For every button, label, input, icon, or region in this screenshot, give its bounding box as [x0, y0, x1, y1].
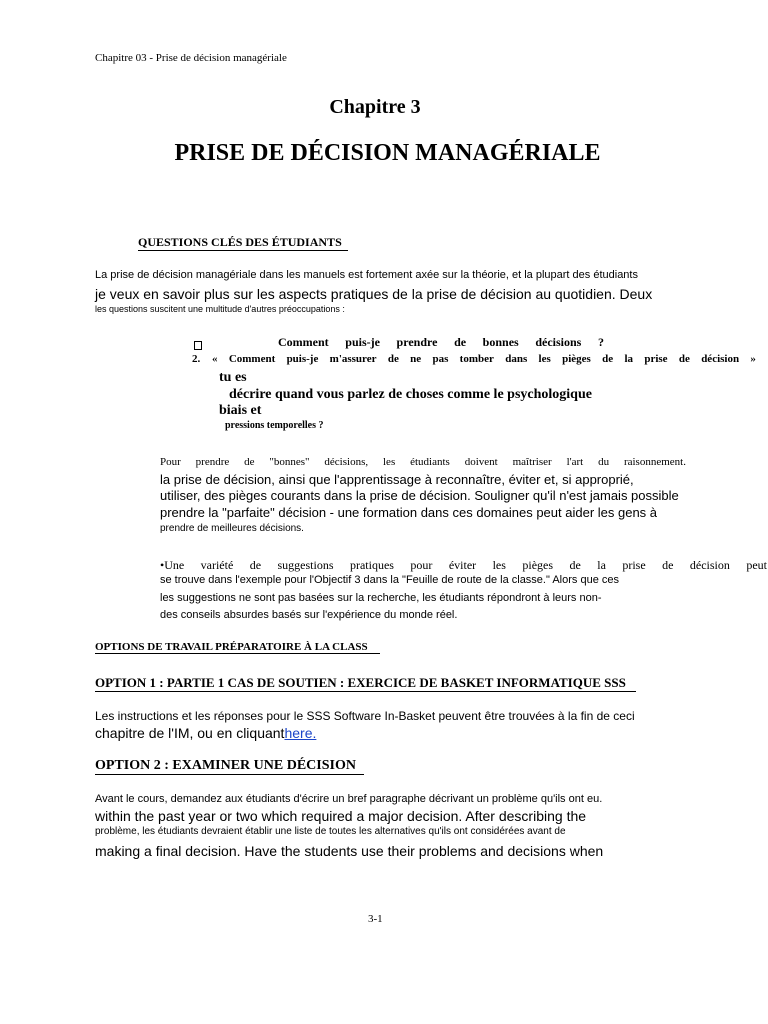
q2-word: »	[750, 353, 756, 365]
reasoning-word: étudiants	[410, 456, 450, 468]
option-2-title: OPTION 2 : EXAMINER UNE DÉCISION	[95, 758, 364, 775]
option-2-line-1: Avant le cours, demandez aux étudiants d'écrire un bref paragraphe décrivant un problème qu'ils ont eu.	[95, 793, 603, 805]
q2-word: tomber	[459, 353, 494, 365]
reasoning-line-1	[160, 456, 686, 468]
question-1	[278, 335, 604, 350]
q2-word: de	[387, 353, 399, 365]
here-link[interactable]: here.	[284, 725, 317, 741]
question-2-line-2: tu es	[219, 370, 247, 385]
suggestions-line-1	[160, 558, 767, 573]
option-1-title: OPTION 1 : PARTIE 1 CAS DE SOUTIEN : EXERCICE DE BASKET INFORMATIQUE SSS	[95, 675, 636, 692]
suggestions-word: décision	[689, 558, 730, 572]
intro-line-2: je veux en savoir plus sur les aspects pratiques de la prise de décision au quotidien. Deux	[95, 286, 653, 302]
suggestions-word: suggestions	[277, 558, 334, 572]
checkbox-bullet-icon	[194, 341, 202, 350]
suggestions-word: de	[249, 558, 262, 572]
q1-word: bonnes	[482, 335, 519, 349]
reasoning-line-5: prendre de meilleures décisions.	[160, 523, 304, 534]
q2-word: pièges	[562, 353, 591, 365]
q2-word: puis-je	[286, 353, 319, 365]
q2-word: de	[678, 353, 690, 365]
reasoning-word: décisions,	[324, 456, 369, 468]
q2-word: de	[602, 353, 614, 365]
reasoning-line-2: la prise de décision, ainsi que l'apprentissage à reconnaître, éviter et, si approprié,	[160, 472, 634, 487]
intro-line-3: les questions suscitent une multitude d'autres préoccupations :	[95, 304, 345, 314]
option-1-line-2	[95, 725, 328, 741]
suggestions-word: prise	[622, 558, 646, 572]
reasoning-word: du	[598, 456, 610, 468]
running-header: Chapitre 03 - Prise de décision managériale	[95, 52, 287, 64]
reasoning-word: prendre	[195, 456, 230, 468]
suggestions-word: de	[569, 558, 581, 572]
question-2	[212, 353, 756, 365]
chapter-label: Chapitre 3	[329, 96, 421, 118]
suggestions-line-3: les suggestions ne sont pas basées sur la recherche, les étudiants répondront à leurs non-	[160, 592, 602, 604]
q2-word: dans	[505, 353, 528, 365]
intro-line-1: La prise de décision managériale dans les manuels est fortement axée sur la théorie, et la plupart des étudiants	[95, 269, 638, 281]
question-2-line-4: biais et	[219, 403, 262, 418]
q2-word: la	[624, 353, 634, 365]
options-heading: OPTIONS DE TRAVAIL PRÉPARATOIRE À LA CLASS	[95, 641, 380, 654]
reasoning-word: maîtriser	[512, 456, 552, 468]
reasoning-word: Pour	[160, 456, 181, 468]
option-2-line-4: making a final decision. Have the students use their problems and decisions when	[95, 843, 604, 859]
reasoning-word: l'art	[566, 456, 584, 468]
suggestions-line-2: se trouve dans l'exemple pour l'Objectif 3 dans la "Feuille de route de la classe." Alors que ces	[160, 574, 619, 586]
question-2-line-3: décrire quand vous parlez de choses comme le psychologique	[229, 387, 592, 402]
q1-word: Comment	[278, 335, 329, 349]
suggestions-word: de	[662, 558, 674, 572]
q1-word: puis-je	[345, 335, 380, 349]
q2-word: prise	[644, 353, 668, 365]
option-1-line-2-text: chapitre de l'IM, ou en cliquant	[95, 725, 285, 741]
q2-word: «	[212, 353, 218, 365]
suggestions-word: pour	[410, 558, 433, 572]
q2-word: m'assurer	[329, 353, 377, 365]
question-2-line-5: pressions temporelles ?	[225, 420, 324, 431]
questions-heading: QUESTIONS CLÉS DES ÉTUDIANTS	[138, 235, 348, 251]
reasoning-word: de	[244, 456, 255, 468]
q1-word: ?	[597, 335, 604, 349]
suggestions-word: éviter	[448, 558, 477, 572]
suggestions-word: les	[492, 558, 506, 572]
q1-word: prendre	[396, 335, 438, 349]
option-2-line-3: problème, les étudiants devraient établir une liste de toutes les alternatives qu'ils ont considérées avant de	[95, 826, 566, 837]
question-2-number: 2.	[192, 353, 201, 365]
option-1-line-1: Les instructions et les réponses pour le SSS Software In-Basket peuvent être trouvées à la fin de ceci	[95, 709, 635, 723]
reasoning-line-3: utiliser, des pièges courants dans la prise de décision. Souligner qu'il n'est jamais possible	[160, 488, 679, 503]
page-number: 3-1	[368, 913, 383, 925]
reasoning-word: raisonnement.	[623, 456, 686, 468]
suggestions-word: pratiques	[349, 558, 394, 572]
suggestions-word: variété	[200, 558, 234, 572]
q2-word: ne	[410, 353, 422, 365]
q2-word: décision	[701, 353, 740, 365]
q2-word: pas	[432, 353, 449, 365]
q1-word: décisions	[535, 335, 582, 349]
suggestions-word: pièges	[522, 558, 554, 572]
reasoning-word: les	[383, 456, 396, 468]
q1-word: de	[454, 335, 467, 349]
suggestions-word: la	[597, 558, 606, 572]
q2-word: les	[538, 353, 551, 365]
chapter-title: PRISE DE DÉCISION MANAGÉRIALE	[174, 140, 601, 166]
reasoning-word: "bonnes"	[269, 456, 310, 468]
reasoning-word: doivent	[464, 456, 498, 468]
suggestions-line-4: des conseils absurdes basés sur l'expérience du monde réel.	[160, 609, 458, 621]
suggestions-word: •Une	[160, 558, 185, 572]
q2-word: Comment	[228, 353, 276, 365]
suggestions-word: peut	[746, 558, 767, 572]
option-2-line-2: within the past year or two which required a major decision. After describing the	[95, 808, 587, 824]
reasoning-line-4: prendre la "parfaite" décision - une formation dans ces domaines peut aider les gens à	[160, 505, 658, 520]
